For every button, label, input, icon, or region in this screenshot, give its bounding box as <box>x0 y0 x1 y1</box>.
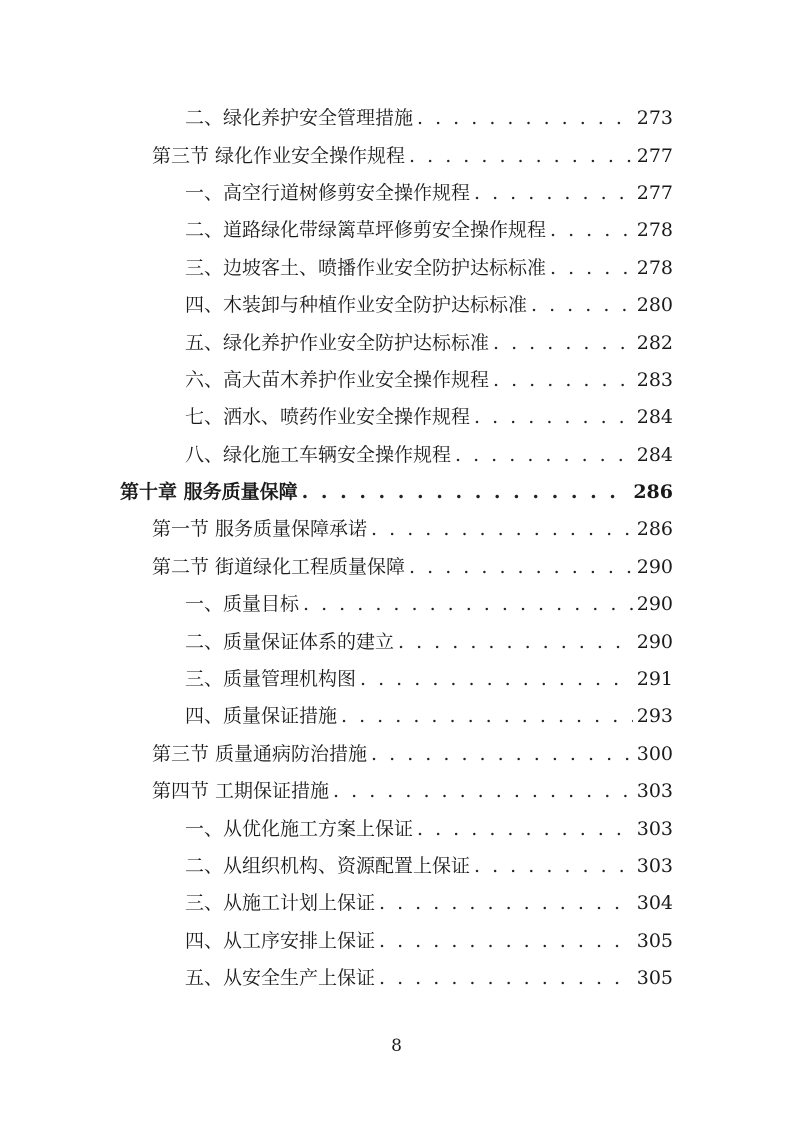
toc-entry[interactable] <box>0 623 793 660</box>
dot-leader <box>455 446 633 465</box>
toc-entry-title: 第三节 绿化作业安全操作规程 <box>152 144 406 167</box>
toc-entry[interactable] <box>0 848 793 885</box>
toc-entry-page: 282 <box>636 331 673 354</box>
toc-entry-title: 四、木装卸与种植作业安全防护达标标准 <box>185 294 528 317</box>
toc-entry-title: 七、洒水、喷药作业安全操作规程 <box>185 406 471 429</box>
toc-entry[interactable] <box>0 250 793 287</box>
toc-entry[interactable] <box>0 511 793 548</box>
dot-leader <box>398 633 633 652</box>
toc-entry-page: 277 <box>636 144 673 167</box>
dot-leader <box>360 670 633 689</box>
toc-entry[interactable] <box>0 437 793 474</box>
dot-leader <box>474 184 633 203</box>
dot-leader <box>409 558 633 577</box>
toc-entry-page: 300 <box>636 742 673 765</box>
toc-entry[interactable] <box>0 287 793 324</box>
toc-entry-page: 286 <box>633 481 673 504</box>
toc-entry-page: 290 <box>636 593 673 616</box>
toc-entry-title: 三、从施工计划上保证 <box>185 892 376 915</box>
dot-leader <box>550 259 633 278</box>
toc-entry-page: 278 <box>636 219 673 242</box>
toc-entry-page: 280 <box>636 294 673 317</box>
toc-entry-page: 290 <box>636 630 673 653</box>
toc-entry-page: 273 <box>636 107 673 130</box>
table-of-contents <box>0 100 793 997</box>
toc-entry[interactable] <box>0 474 793 511</box>
dot-leader <box>379 969 633 988</box>
toc-entry-page: 303 <box>636 817 673 840</box>
toc-entry[interactable] <box>0 399 793 436</box>
toc-entry-title: 二、道路绿化带绿篱草坪修剪安全操作规程 <box>185 219 547 242</box>
toc-entry[interactable] <box>0 100 793 137</box>
dot-leader <box>474 408 633 427</box>
toc-entry-page: 284 <box>636 443 673 466</box>
toc-entry-page: 305 <box>636 929 673 952</box>
toc-entry[interactable] <box>0 175 793 212</box>
toc-entry-page: 304 <box>636 892 673 915</box>
toc-entry-title: 一、质量目标 <box>185 593 300 616</box>
dot-leader <box>417 109 633 128</box>
toc-entry-title: 五、从安全生产上保证 <box>185 967 376 990</box>
toc-entry-page: 284 <box>636 406 673 429</box>
dot-leader <box>379 932 633 951</box>
toc-entry-title: 五、绿化养护作业安全防护达标标准 <box>185 331 490 354</box>
dot-leader <box>371 745 633 764</box>
dot-leader <box>550 221 633 240</box>
toc-entry-title: 二、质量保证体系的建立 <box>185 630 395 653</box>
toc-entry-title: 一、高空行道树修剪安全操作规程 <box>185 181 471 204</box>
toc-entry-title: 第四节 工期保证措施 <box>152 780 330 803</box>
toc-entry-page: 283 <box>636 368 673 391</box>
toc-entry-title: 六、高大苗木养护作业安全操作规程 <box>185 368 490 391</box>
toc-entry-title: 二、从组织机构、资源配置上保证 <box>185 855 471 877</box>
toc-entry-page: 291 <box>636 668 673 691</box>
toc-entry-page: 305 <box>636 967 673 990</box>
toc-entry[interactable] <box>0 586 793 623</box>
toc-entry[interactable] <box>0 923 793 960</box>
toc-entry-page: 278 <box>636 256 673 279</box>
page-number: 8 <box>391 1036 402 1056</box>
dot-leader <box>474 857 633 876</box>
toc-entry-page: 303 <box>636 855 673 877</box>
dot-leader <box>379 894 633 913</box>
toc-entry-title: 第十章 服务质量保障 <box>120 481 298 504</box>
toc-entry[interactable] <box>0 698 793 735</box>
dot-leader <box>302 483 630 502</box>
toc-entry-title: 八、绿化施工车辆安全操作规程 <box>185 443 452 466</box>
toc-entry-title: 第二节 街道绿化工程质量保障 <box>152 555 406 578</box>
dot-leader <box>303 595 633 614</box>
dot-leader <box>531 296 633 315</box>
toc-entry-page: 293 <box>636 705 673 728</box>
dot-leader <box>409 147 633 166</box>
toc-entry[interactable] <box>0 661 793 698</box>
toc-entry-page: 277 <box>636 181 673 204</box>
toc-entry-title: 四、质量保证措施 <box>185 705 338 728</box>
toc-entry-page: 303 <box>636 780 673 803</box>
dot-leader <box>333 782 633 801</box>
toc-entry-title: 三、质量管理机构图 <box>185 668 357 691</box>
toc-entry-page: 286 <box>636 518 673 541</box>
toc-entry[interactable] <box>0 549 793 586</box>
toc-entry[interactable] <box>0 773 793 810</box>
toc-entry[interactable] <box>0 324 793 361</box>
toc-entry-title: 三、边坡客土、喷播作业安全防护达标标准 <box>185 256 547 279</box>
dot-leader <box>493 334 633 353</box>
toc-entry-page: 290 <box>636 555 673 578</box>
dot-leader <box>417 820 633 839</box>
toc-entry-title: 第一节 服务质量保障承诺 <box>152 518 368 541</box>
dot-leader <box>341 707 633 726</box>
toc-entry[interactable] <box>0 212 793 249</box>
toc-entry-title: 一、从优化施工方案上保证 <box>185 817 414 840</box>
toc-entry[interactable] <box>0 362 793 399</box>
dot-leader <box>371 520 633 539</box>
toc-entry[interactable] <box>0 885 793 922</box>
dot-leader <box>493 371 633 390</box>
toc-entry[interactable] <box>0 137 793 174</box>
toc-entry[interactable] <box>0 960 793 997</box>
toc-entry-title: 四、从工序安排上保证 <box>185 929 376 952</box>
toc-entry[interactable] <box>0 736 793 773</box>
toc-entry[interactable] <box>0 810 793 847</box>
toc-entry-title: 第三节 质量通病防治措施 <box>152 742 368 765</box>
toc-entry-title: 二、绿化养护安全管理措施 <box>185 107 414 130</box>
